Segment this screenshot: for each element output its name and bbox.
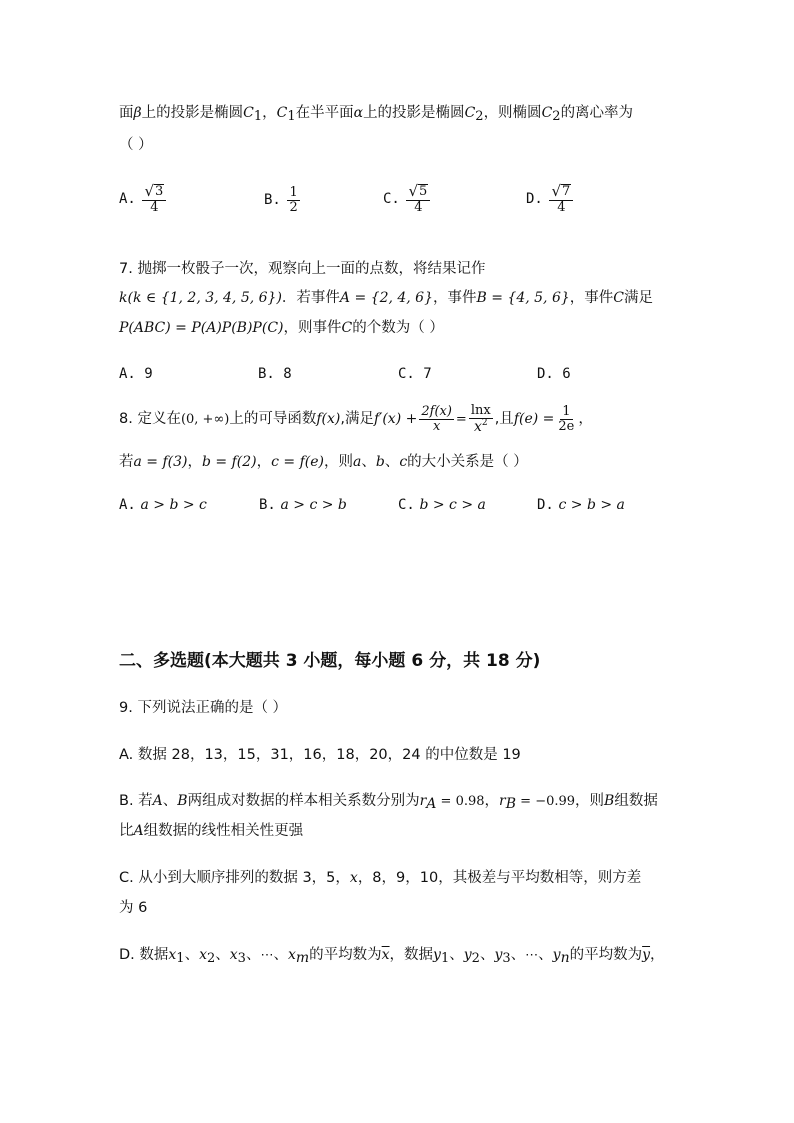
q9-option-c-line2: 为 6 xyxy=(119,900,148,916)
q6-line1: 面β上的投影是椭圆$C_1$，$C_1$在半平面α上的投影是椭圆$C_2$，则椭圆$C_2$的离心率为 xyxy=(119,105,634,124)
q8-line2: 若a = f(3)，b = f(2)，c = f(e)，则a、b、c的大小关系是（ ） xyxy=(119,454,528,470)
q7-option-b: B. 8 xyxy=(258,366,292,382)
q7-line3: P(ABC) = P(A)P(B)P(C)，则事件C的个数为（ ） xyxy=(119,320,444,336)
q7-line1: 7. 抛掷一枚骰子一次，观察向上一面的点数，将结果记作 xyxy=(119,261,486,277)
q7-option-a: A. 9 xyxy=(119,366,153,382)
q8-option-a: A. a > b > c xyxy=(119,497,207,513)
q7-option-c: C. 7 xyxy=(398,366,432,382)
q6-option-a: A. √ 3 4 xyxy=(119,184,168,214)
q9-option-d: D. 数据$x_1$、$x_2$、$x_3$、⋯、$x_m$的平均数为$\overline{x}$，数据$y_1$、$y_2$、$y_3$、⋯、$y_n$的平均数为$\overline{y}$， xyxy=(119,947,665,966)
q7-option-d: D. 6 xyxy=(537,366,571,382)
q9-stem: 9. 下列说法正确的是（ ） xyxy=(119,700,288,716)
q8-option-b: B. a > c > b xyxy=(259,497,347,513)
q6-option-d: D. √ 7 4 xyxy=(526,184,575,214)
q8-line1: 8. 定义在(0, +∞)上的可导函数f(x),满足f′(x) + $\frac{2f(x)}{x}$ = $\frac{\ln x}{x^2}$ ,且f(e) = $\frac{1}{2e}$ ， xyxy=(119,403,593,435)
q9-option-b-line2: 比A组数据的线性相关性更强 xyxy=(119,823,304,839)
q8-option-d: D. c > b > a xyxy=(537,497,625,513)
q6-option-c: C. √ 5 4 xyxy=(383,184,432,214)
q9-option-b-line1: B. 若A、B两组成对数据的样本相关系数分别为$r_A = 0.98$，$r_B = -0.99$，则B组数据 xyxy=(119,793,658,812)
q8-option-c: C. b > c > a xyxy=(398,497,486,513)
q6-option-b: B. $\frac{1}{2}$ xyxy=(264,185,298,215)
q7-line2: k(k ∈ {1, 2, 3, 4, 5, 6})．若事件A = {2, 4, 6}，事件B = {4, 5, 6}，事件C满足 xyxy=(119,290,653,306)
q6-answer-paren: （ ） xyxy=(119,137,153,153)
q9-option-c-line1: C. 从小到大顺序排列的数据 3，5，x，8，9，10，其极差与平均数相等，则方差 xyxy=(119,870,642,886)
q9-option-a: A. 数据 28，13，15，31，16，18，20，24 的中位数是 19 xyxy=(119,747,521,763)
section-heading-multiple-choice: 二、多选题(本大题共 3 小题，每小题 6 分，共 18 分) xyxy=(119,651,541,671)
